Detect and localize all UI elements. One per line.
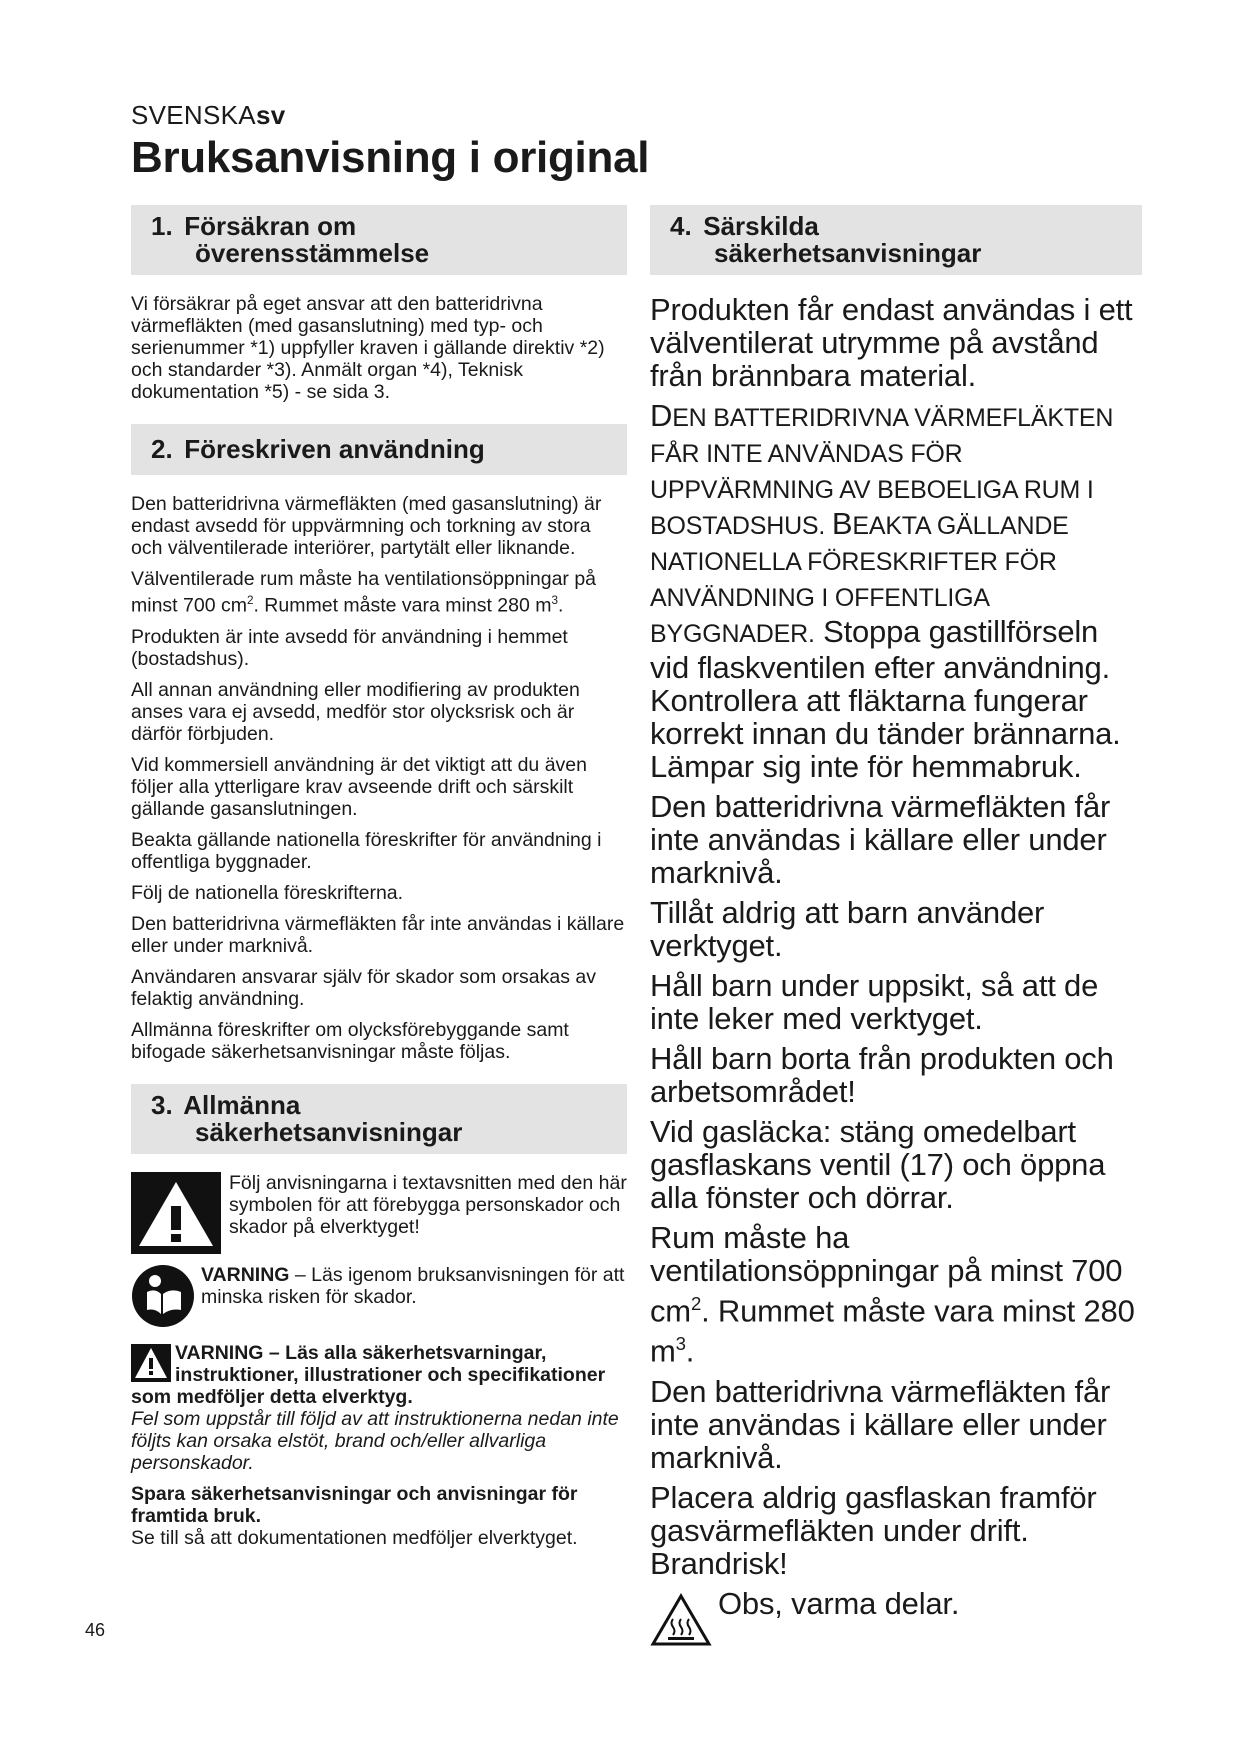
- section-4-paragraph: Rum måste ha ventilationsöppningar på minst 700 $cm^2$. Rummet måste vara minst 280 $m^3$.: [650, 1220, 1135, 1369]
- read-manual-icon: [131, 1264, 195, 1328]
- section-2-paragraph: Produkten är inte avsedd för användning i hemmet (bostadshus).: [131, 625, 568, 670]
- section-2-paragraph: All annan användning eller modifiering av produkten anses vara ej avsedd, medför stor olycksrisk och är därför förbjuden.: [131, 678, 580, 745]
- section-4-paragraph: DEN BATTERIDRIVNA VÄRMEFLÄKTEN FÅR INTE ANVÄNDAS FÖR UPPVÄRMNING AV BEBOELIGA RUM I BOSTADSHUS. BEAKTA GÄLLANDE NATIONELLA FÖRESKRIFTER FÖR ANVÄNDNING I OFFENTLIGA BYGGNADER. Stoppa gastillförseln vid flaskventilen efter användning. Kontrollera att fläktarna fungerar korrekt innan du tänder brännarna. Lämpar sig inte för hemmabruk.: [650, 398, 1121, 784]
- section-3-heading: 3. Allmänna säkerhetsanvisningar: [131, 1084, 627, 1154]
- read-manual-notice: VARNING – Läs igenom bruksanvisningen för att minska risken för skador.: [131, 1264, 627, 1328]
- section-4-paragraph: Produkten får endast användas i ett välventilerat utrymme på avstånd från brännbara material.: [650, 292, 1133, 393]
- warning-symbol-notice: Följ anvisningarna i textavsnitten med den här symbolen för att förebygga personskador och skador på elverktyget!: [131, 1172, 627, 1254]
- section-4-paragraph: Håll barn under uppsikt, så att de inte leker med verktyget.: [650, 968, 1099, 1036]
- hot-surface-notice: Obs, varma delar.: [650, 1587, 1142, 1647]
- section-2-paragraph: Beakta gällande nationella föreskrifter för användning i offentliga byggnader.: [131, 828, 602, 873]
- section-2-paragraph: Allmänna föreskrifter om olycksförebyggande samt bifogade säkerhetsanvisningar måste följas.: [131, 1018, 569, 1063]
- general-warning: VARNING – Läs alla säkerhetsvarningar, instruktioner, illustrationer och specifikationer som medföljer detta elverktyg. Fel som uppstår till följd av att instruktionerna nedan inte följts kan orsaka elstöt, brand och/eller allvarliga personskador.: [131, 1341, 619, 1474]
- right-column: [650, 205, 1142, 1657]
- section-4-paragraph: Den batteridrivna värmefläkten får inte användas i källare eller under marknivå.: [650, 1373, 1111, 1475]
- save-instructions: Spara säkerhetsanvisningar och anvisningar för framtida bruk. Se till så att dokumentationen medföljer elverktyget.: [131, 1482, 578, 1549]
- section-4-heading: 4. Särskilda säkerhetsanvisningar: [650, 205, 1142, 275]
- page-title: Bruksanvisning i original: [131, 133, 650, 182]
- section-4-paragraph: Den batteridrivna värmefläkten får inte användas i källare eller under marknivå.: [650, 789, 1111, 890]
- section-4-paragraph: Håll barn borta från produkten och arbetsområdet!: [650, 1041, 1114, 1109]
- section-2-paragraph: Följ de nationella föreskrifterna.: [131, 881, 404, 904]
- section-2-paragraph: Den batteridrivna värmefläkten (med gasanslutning) är endast avsedd för uppvärmning och torkning av stora och välventilerade interiörer, partytält eller liknande.: [131, 493, 602, 559]
- hot-surface-icon: [650, 1593, 712, 1647]
- section-2-paragraph: Den batteridrivna värmefläkten får inte användas i källare eller under marknivå.: [131, 912, 625, 957]
- warning-triangle-small-icon: [131, 1344, 171, 1382]
- section-4-paragraph: Placera aldrig gasflaskan framför gasvärmefläkten under drift. Brandrisk!: [650, 1479, 1097, 1581]
- section-2-paragraph: Användaren ansvarar själv för skador som orsakas av felaktig användning.: [131, 965, 596, 1010]
- section-2-paragraph: Vid kommersiell användning är det viktigt att du även följer alla ytterligare krav avseende drift och särskilt gällande gasanslutningen.: [131, 753, 587, 820]
- language-label: SVENSKAsv: [131, 100, 286, 130]
- warning-triangle-icon: [131, 1172, 221, 1254]
- section-2-paragraph: Välventilerade rum måste ha ventilationsöppningar på minst 700 $cm^2$. Rummet måste vara minst 280 $m^3$.: [131, 568, 597, 617]
- section-4-paragraph: Vid gasläcka: stäng omedelbart gasflaskans ventil (17) och öppna alla fönster och dörrar.: [650, 1114, 1106, 1215]
- section-4-paragraph: Tillåt aldrig att barn använder verktyget.: [650, 895, 1045, 963]
- section-1-heading: 1. Försäkran om överensstämmelse: [131, 205, 627, 275]
- left-column: [131, 205, 627, 1558]
- page-number: 46: [85, 1620, 106, 1640]
- section-1-text: Vi försäkrar på eget ansvar att den batteridrivna värmefläkten (med gasanslutning) med typ- och serienummer *1) uppfyller kraven i gällande direktiv *2) och standarder *3). Anmält organ *4), Teknisk dokumentation *5) - se sida 3.: [131, 293, 605, 403]
- section-2-heading: 2. Föreskriven användning: [131, 424, 627, 475]
